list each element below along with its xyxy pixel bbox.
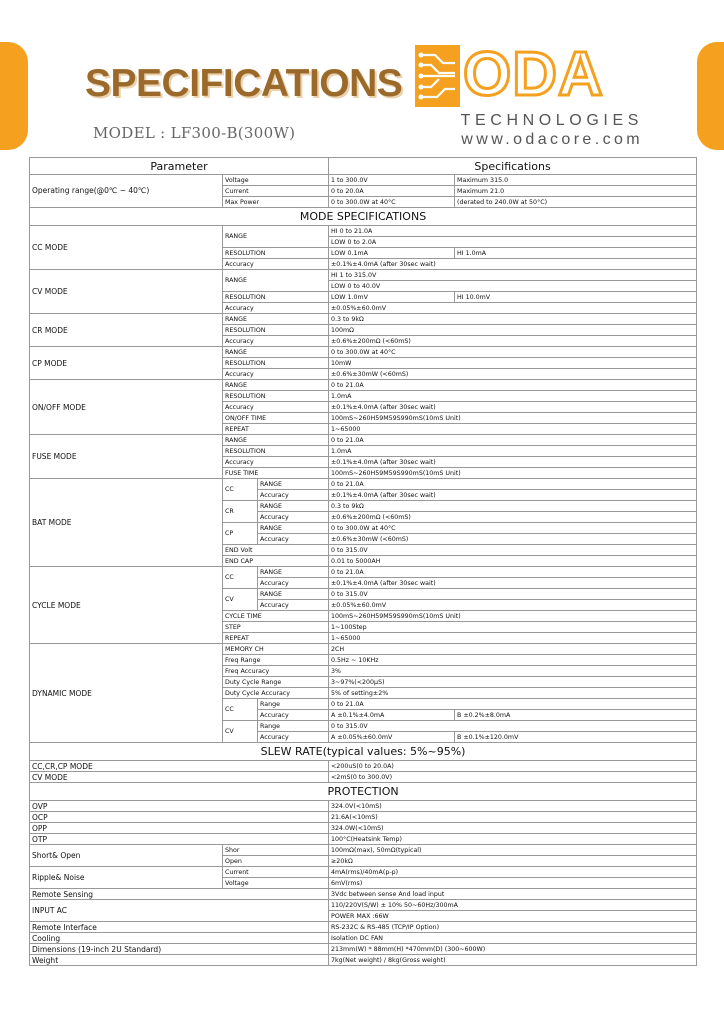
sub-parameter-cell: Accuracy <box>258 578 329 589</box>
table-row <box>30 567 697 578</box>
spec-value-cell-secondary: Maximum 315.0 <box>455 175 697 186</box>
spec-value-cell: ±0.1%±4.0mA (after 30sec wait) <box>329 457 697 468</box>
sub-parameter-cell: RESOLUTION <box>223 248 329 259</box>
table-row <box>30 944 697 955</box>
parameter-column-header: Parameter <box>30 158 329 175</box>
spec-value-cell: 0.3 to 9kΩ <box>329 501 697 512</box>
sub-parameter-cell: Accuracy <box>258 490 329 501</box>
spec-value-cell: ±0.6%±30mW (<60mS) <box>329 534 697 545</box>
sub-parameter-cell: RANGE <box>258 589 329 600</box>
spec-value-cell: LOW 0 to 2.0A <box>329 237 697 248</box>
sub-parameter-cell: Voltage <box>223 878 329 889</box>
specifications-table-body <box>30 158 697 966</box>
spec-value-cell: 1 to 300.0V <box>329 175 455 186</box>
section-title: PROTECTION <box>30 783 697 801</box>
parameter-cell: FUSE MODE <box>30 435 223 479</box>
spec-value-cell: 2CH <box>329 644 697 655</box>
sub-parameter-cell: Accuracy <box>258 710 329 721</box>
parameter-cell: DYNAMIC MODE <box>30 644 223 743</box>
sub-parameter-cell: RESOLUTION <box>223 446 329 457</box>
sub-parameter-cell: Accuracy <box>258 600 329 611</box>
spec-value-cell: 0.5Hz ~ 10KHz <box>329 655 697 666</box>
table-row <box>30 889 697 900</box>
parameter-cell: OVP <box>30 801 329 812</box>
table-row <box>30 347 697 358</box>
spec-value-cell: 0 to 21.0A <box>329 435 697 446</box>
sub-parameter-cell: Accuracy <box>258 534 329 545</box>
sub-parameter-cell: Max Power <box>223 197 329 208</box>
logo-tagline: TECHNOLOGIES <box>460 112 643 129</box>
page-title: SPECIFICATIONS <box>85 62 403 105</box>
parameter-cell: OCP <box>30 812 329 823</box>
spec-value-cell: HI 0 to 21.0A <box>329 226 697 237</box>
spec-value-cell: 100mS~260H59M59S990mS(10mS Unit) <box>329 413 697 424</box>
spec-value-cell: 3Vdc between sense And load input <box>329 889 697 900</box>
sub-parameter-cell: Open <box>223 856 329 867</box>
table-row <box>30 867 697 878</box>
spec-value-cell: 5% of setting±2% <box>329 688 697 699</box>
spec-value-cell: 6mV(rms) <box>329 878 697 889</box>
sub-parameter-cell: MEMORY CH <box>223 644 329 655</box>
sub-parameter-cell: RANGE <box>223 270 329 292</box>
sub-parameter-cell: Freq Range <box>223 655 329 666</box>
parameter-cell: Ripple& Noise <box>30 867 223 889</box>
section-header-row <box>30 783 697 801</box>
parameter-cell: CYCLE MODE <box>30 567 223 644</box>
specifications-table <box>29 157 697 966</box>
table-row <box>30 226 697 237</box>
circuit-chip-icon <box>415 45 460 107</box>
model-label: MODEL : LF300-B(300W) <box>93 124 296 142</box>
sub-parameter-cell: REPEAT <box>223 633 329 644</box>
spec-value-cell: 0 to 315.0V <box>329 721 697 732</box>
spec-value-cell: POWER MAX :66W <box>329 911 697 922</box>
spec-value-cell: LOW 0 to 40.0V <box>329 281 697 292</box>
spec-value-cell: 7kg(Net weight) / 8kg(Gross weight) <box>329 955 697 966</box>
spec-value-cell: ±0.1%±4.0mA (after 30sec wait) <box>329 578 697 589</box>
logo-website: www.odacore.com <box>461 131 643 148</box>
spec-value-cell: 4mA(rms)/40mA(p-p) <box>329 867 697 878</box>
section-title: SLEW RATE(typical values: 5%~95%) <box>30 743 697 761</box>
spec-value-cell: 100mS~260H59M59S990mS(10mS Unit) <box>329 611 697 622</box>
sub-parameter-cell: CYCLE TIME <box>223 611 329 622</box>
spec-value-cell: 1~65000 <box>329 424 697 435</box>
group-cell: CC <box>223 479 258 501</box>
sub-parameter-cell: RANGE <box>223 226 329 248</box>
parameter-cell: OTP <box>30 834 329 845</box>
spec-value-cell: ±0.6%±30mW (<60mS) <box>329 369 697 380</box>
sub-parameter-cell: Accuracy <box>223 402 329 413</box>
spec-value-cell: 21.6A(<10mS) <box>329 812 697 823</box>
spec-value-cell: ±0.05%±60.0mV <box>329 303 697 314</box>
spec-value-cell: 1~65000 <box>329 633 697 644</box>
table-row <box>30 435 697 446</box>
sub-parameter-cell: RANGE <box>258 523 329 534</box>
sub-parameter-cell: Duty Cycle Range <box>223 677 329 688</box>
spec-value-cell: 100mS~260H59M59S990mS(10mS Unit) <box>329 468 697 479</box>
parameter-cell: Operating range(@0℃ ~ 40℃) <box>30 175 223 208</box>
spec-value-cell: 0 to 300.0W at 40°C <box>329 523 697 534</box>
spec-value-cell: 1.0mA <box>329 446 697 457</box>
spec-value-cell-secondary: B ±0.1%±120.0mV <box>455 732 697 743</box>
sub-parameter-cell: FUSE TIME <box>223 468 329 479</box>
parameter-cell: INPUT AC <box>30 900 329 922</box>
parameter-cell: Short& Open <box>30 845 223 867</box>
table-row <box>30 955 697 966</box>
table-row <box>30 900 697 911</box>
sub-parameter-cell: REPEAT <box>223 424 329 435</box>
spec-value-cell: A ±0.05%±60.0mV <box>329 732 455 743</box>
table-row <box>30 314 697 325</box>
spec-value-cell: 0 to 21.0A <box>329 699 697 710</box>
sub-parameter-cell: Accuracy <box>223 303 329 314</box>
spec-value-cell: 100mΩ(max), 50mΩ(typical) <box>329 845 697 856</box>
logo-wordmark: ODA <box>463 40 604 109</box>
sub-parameter-cell: END Volt <box>223 545 329 556</box>
spec-value-cell: ±0.6%±200mΩ (<60mS) <box>329 512 697 523</box>
spec-value-cell: 0 to 315.0V <box>329 545 697 556</box>
spec-value-cell: 100mΩ <box>329 325 697 336</box>
sub-parameter-cell: Accuracy <box>223 259 329 270</box>
spec-value-cell-secondary: HI 10.0mV <box>455 292 697 303</box>
sub-parameter-cell: Freq Accuracy <box>223 666 329 677</box>
table-row <box>30 812 697 823</box>
spec-value-cell: 1~100Step <box>329 622 697 633</box>
group-cell: CV <box>223 589 258 611</box>
spec-value-cell: ±0.1%±4.0mA (after 30sec wait) <box>329 259 697 270</box>
sub-parameter-cell: Accuracy <box>223 369 329 380</box>
parameter-cell: Weight <box>30 955 329 966</box>
spec-value-cell: 0 to 20.0A <box>329 186 455 197</box>
parameter-cell: CC,CR,CP MODE <box>30 761 329 772</box>
left-accent-tab <box>0 42 28 150</box>
sub-parameter-cell: END CAP <box>223 556 329 567</box>
table-row <box>30 175 697 186</box>
spec-value-cell: 100°C(Heatsink Temp) <box>329 834 697 845</box>
spec-value-cell: 3~97%(<200μS) <box>329 677 697 688</box>
sub-parameter-cell: RANGE <box>223 347 329 358</box>
spec-value-cell: Isolation DC FAN <box>329 933 697 944</box>
table-row <box>30 834 697 845</box>
sub-parameter-cell: RANGE <box>223 435 329 446</box>
group-cell: CV <box>223 721 258 743</box>
spec-value-cell: ±0.05%±60.0mV <box>329 600 697 611</box>
group-cell: CR <box>223 501 258 523</box>
spec-value-cell-secondary: B ±0.2%±8.0mA <box>455 710 697 721</box>
table-row <box>30 845 697 856</box>
sub-parameter-cell: RESOLUTION <box>223 325 329 336</box>
sub-parameter-cell: Shor <box>223 845 329 856</box>
table-row <box>30 380 697 391</box>
sub-parameter-cell: Range <box>258 699 329 710</box>
spec-value-cell: ±0.1%±4.0mA (after 30sec wait) <box>329 490 697 501</box>
spec-value-cell: 324.0V(<10mS) <box>329 801 697 812</box>
parameter-cell: Dimensions (19-inch 2U Standard) <box>30 944 329 955</box>
spec-value-cell: HI 1 to 315.0V <box>329 270 697 281</box>
spec-value-cell: 0 to 315.0V <box>329 589 697 600</box>
parameter-cell: Cooling <box>30 933 329 944</box>
sub-parameter-cell: RANGE <box>258 479 329 490</box>
parameter-cell: Remote Sensing <box>30 889 329 900</box>
group-cell: CP <box>223 523 258 545</box>
parameter-cell: OPP <box>30 823 329 834</box>
table-row <box>30 644 697 655</box>
sub-parameter-cell: RESOLUTION <box>223 358 329 369</box>
parameter-cell: Remote Interface <box>30 922 329 933</box>
sub-parameter-cell: Current <box>223 186 329 197</box>
section-header-row <box>30 208 697 226</box>
spec-value-cell: <200uS(0 to 20.0A) <box>329 761 697 772</box>
sub-parameter-cell: Accuracy <box>223 457 329 468</box>
sub-parameter-cell: ON/OFF TIME <box>223 413 329 424</box>
spec-value-cell: <2mS(0 to 300.0V) <box>329 772 697 783</box>
parameter-cell: CC MODE <box>30 226 223 270</box>
spec-value-cell: 0 to 300.0W at 40°C <box>329 347 697 358</box>
spec-value-cell: LOW 1.0mV <box>329 292 455 303</box>
spec-value-cell: 0 to 300.0W at 40°C <box>329 197 455 208</box>
sub-parameter-cell: RANGE <box>223 380 329 391</box>
spec-value-cell: 213mm(W) * 88mm(H) *470mm(D) (300~600W) <box>329 944 697 955</box>
sub-parameter-cell: RANGE <box>223 314 329 325</box>
right-accent-tab <box>697 42 724 150</box>
sub-parameter-cell: RANGE <box>258 501 329 512</box>
sub-parameter-cell: STEP <box>223 622 329 633</box>
parameter-cell: CV MODE <box>30 270 223 314</box>
spec-value-cell: ≥20kΩ <box>329 856 697 867</box>
spec-value-cell: LOW 0.1mA <box>329 248 455 259</box>
table-header-row <box>30 158 697 175</box>
spec-value-cell: 110/220V(S/W) ± 10% 50~60Hz/300mA <box>329 900 697 911</box>
spec-value-cell: A ±0.1%±4.0mA <box>329 710 455 721</box>
group-cell: CC <box>223 699 258 721</box>
spec-value-cell: 0.3 to 9kΩ <box>329 314 697 325</box>
parameter-cell: CP MODE <box>30 347 223 380</box>
section-header-row <box>30 743 697 761</box>
spec-value-cell-secondary: HI 1.0mA <box>455 248 697 259</box>
sub-parameter-cell: RANGE <box>258 567 329 578</box>
spec-value-cell: 0 to 21.0A <box>329 479 697 490</box>
spec-value-cell: 3% <box>329 666 697 677</box>
section-title: MODE SPECIFICATIONS <box>30 208 697 226</box>
spec-value-cell-secondary: Maximum 21.0 <box>455 186 697 197</box>
table-row <box>30 801 697 812</box>
table-row <box>30 761 697 772</box>
sub-parameter-cell: Accuracy <box>258 512 329 523</box>
specifications-column-header: Specifications <box>329 158 697 175</box>
spec-value-cell: 10mW <box>329 358 697 369</box>
table-row <box>30 270 697 281</box>
table-row <box>30 772 697 783</box>
sub-parameter-cell: Accuracy <box>223 336 329 347</box>
spec-value-cell: 1.0mA <box>329 391 697 402</box>
spec-value-cell: ±0.6%±200mΩ (<60mS) <box>329 336 697 347</box>
spec-value-cell: ±0.1%±4.0mA (after 30sec wait) <box>329 402 697 413</box>
spec-value-cell: 324.0W(<10mS) <box>329 823 697 834</box>
spec-value-cell: 0.01 to 5000AH <box>329 556 697 567</box>
sub-parameter-cell: Current <box>223 867 329 878</box>
parameter-cell: CR MODE <box>30 314 223 347</box>
table-row <box>30 922 697 933</box>
sub-parameter-cell: Duty Cycle Accuracy <box>223 688 329 699</box>
table-row <box>30 933 697 944</box>
sub-parameter-cell: RESOLUTION <box>223 292 329 303</box>
spec-value-cell: RS-232C & RS-485 (TCP/IP Option) <box>329 922 697 933</box>
sub-parameter-cell: RESOLUTION <box>223 391 329 402</box>
parameter-cell: ON/OFF MODE <box>30 380 223 435</box>
spec-value-cell-secondary: (derated to 240.0W at 50°C) <box>455 197 697 208</box>
sub-parameter-cell: Accuracy <box>258 732 329 743</box>
sub-parameter-cell: Range <box>258 721 329 732</box>
spec-value-cell: 0 to 21.0A <box>329 567 697 578</box>
group-cell: CC <box>223 567 258 589</box>
table-row <box>30 479 697 490</box>
parameter-cell: BAT MODE <box>30 479 223 567</box>
parameter-cell: CV MODE <box>30 772 329 783</box>
sub-parameter-cell: Voltage <box>223 175 329 186</box>
table-row <box>30 823 697 834</box>
spec-value-cell: 0 to 21.0A <box>329 380 697 391</box>
oda-logo <box>415 40 645 155</box>
